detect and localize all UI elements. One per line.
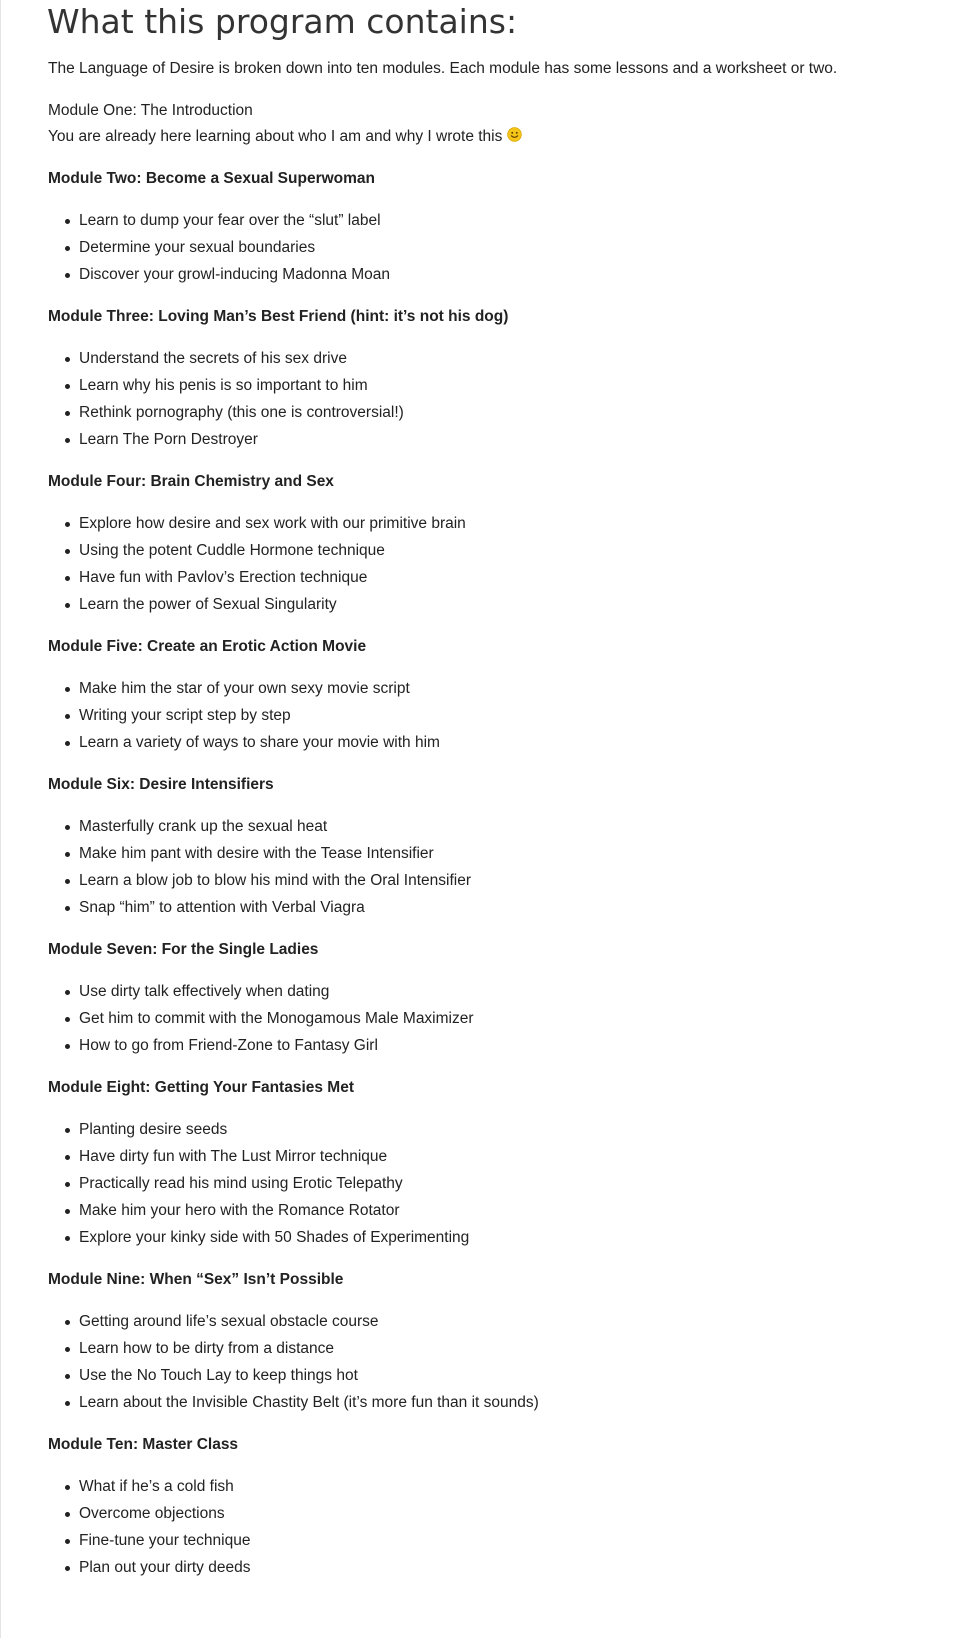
lesson-item: Have dirty fun with The Lust Mirror technique <box>79 1144 948 1170</box>
lesson-item: Get him to commit with the Monogamous Male Maximizer <box>79 1006 948 1032</box>
lesson-item: Overcome objections <box>79 1501 948 1527</box>
lesson-item: Learn the power of Sexual Singularity <box>79 592 948 618</box>
module-heading: Module Five: Create an Erotic Action Movie <box>48 638 367 655</box>
lesson-item: Use the No Touch Lay to keep things hot <box>79 1363 948 1389</box>
lesson-item: Use dirty talk effectively when dating <box>79 979 948 1005</box>
module-heading: Module Six: Desire Intensifiers <box>48 776 274 793</box>
lesson-item: Writing your script step by step <box>79 703 948 729</box>
lesson-item: Make him pant with desire with the Tease Intensifier <box>79 841 948 867</box>
modules-list <box>48 166 948 1581</box>
lesson-item: Learn a blow job to blow his mind with the Oral Intensifier <box>79 868 948 894</box>
module-one-title: Module One: The Introduction <box>48 102 253 119</box>
module-lessons <box>48 511 948 618</box>
module-section <box>48 1075 948 1251</box>
lesson-item: Learn why his penis is so important to him <box>79 373 948 399</box>
module-lessons <box>48 1117 948 1251</box>
lesson-item: Explore your kinky side with 50 Shades of Experimenting <box>79 1225 948 1251</box>
module-heading: Module Three: Loving Man’s Best Friend (hint: it’s not his dog) <box>48 308 509 325</box>
module-lessons <box>48 208 948 288</box>
module-lessons <box>48 346 948 453</box>
lesson-item: Explore how desire and sex work with our primitive brain <box>79 511 948 537</box>
intro-text: The Language of Desire is broken down into ten modules. Each module has some lessons and a worksheet or two. <box>48 60 838 77</box>
lesson-item: How to go from Friend-Zone to Fantasy Girl <box>79 1033 948 1059</box>
lesson-item: Planting desire seeds <box>79 1117 948 1143</box>
smiley-icon <box>507 127 522 142</box>
module-section <box>48 937 948 1059</box>
lesson-item: Getting around life’s sexual obstacle course <box>79 1309 948 1335</box>
program-contents <box>48 0 948 1582</box>
lesson-item: Learn to dump your fear over the “slut” label <box>79 208 948 234</box>
lesson-item: Rethink pornography (this one is controversial!) <box>79 400 948 426</box>
left-border <box>0 0 1 1638</box>
module-heading: Module Eight: Getting Your Fantasies Met <box>48 1079 354 1096</box>
lesson-item: Make him your hero with the Romance Rotator <box>79 1198 948 1224</box>
module-lessons <box>48 814 948 921</box>
lesson-item: Discover your growl-inducing Madonna Moan <box>79 262 948 288</box>
module-section <box>48 304 948 453</box>
page-title: What this program contains: <box>47 2 518 41</box>
lesson-item: Learn The Porn Destroyer <box>79 427 948 453</box>
module-heading: Module Ten: Master Class <box>48 1436 239 1453</box>
lesson-item: Learn how to be dirty from a distance <box>79 1336 948 1362</box>
lesson-item: Fine-tune your technique <box>79 1528 948 1554</box>
module-one-description <box>48 124 948 150</box>
module-heading: Module Two: Become a Sexual Superwoman <box>48 170 375 187</box>
module-section <box>48 634 948 756</box>
lesson-item: Determine your sexual boundaries <box>79 235 948 261</box>
lesson-item: Have fun with Pavlov’s Erection technique <box>79 565 948 591</box>
module-lessons <box>48 1474 948 1581</box>
lesson-item: Learn a variety of ways to share your movie with him <box>79 730 948 756</box>
lesson-item: Plan out your dirty deeds <box>79 1555 948 1581</box>
lesson-item: What if he’s a cold fish <box>79 1474 948 1500</box>
lesson-item: Snap “him” to attention with Verbal Viagra <box>79 895 948 921</box>
lesson-item: Masterfully crank up the sexual heat <box>79 814 948 840</box>
module-section <box>48 1432 948 1581</box>
module-one-text: You are already here learning about who I am and why I wrote this <box>48 128 503 145</box>
module-lessons <box>48 676 948 756</box>
module-section <box>48 1267 948 1416</box>
module-heading: Module Four: Brain Chemistry and Sex <box>48 473 334 490</box>
module-lessons <box>48 979 948 1059</box>
module-section <box>48 469 948 618</box>
module-section <box>48 772 948 921</box>
module-lessons <box>48 1309 948 1416</box>
module-section <box>48 166 948 288</box>
module-heading: Module Seven: For the Single Ladies <box>48 941 319 958</box>
lesson-item: Learn about the Invisible Chastity Belt (it’s more fun than it sounds) <box>79 1390 948 1416</box>
lesson-item: Using the potent Cuddle Hormone technique <box>79 538 948 564</box>
module-heading: Module Nine: When “Sex” Isn’t Possible <box>48 1271 344 1288</box>
lesson-item: Practically read his mind using Erotic Telepathy <box>79 1171 948 1197</box>
lesson-item: Make him the star of your own sexy movie script <box>79 676 948 702</box>
lesson-item: Understand the secrets of his sex drive <box>79 346 948 372</box>
